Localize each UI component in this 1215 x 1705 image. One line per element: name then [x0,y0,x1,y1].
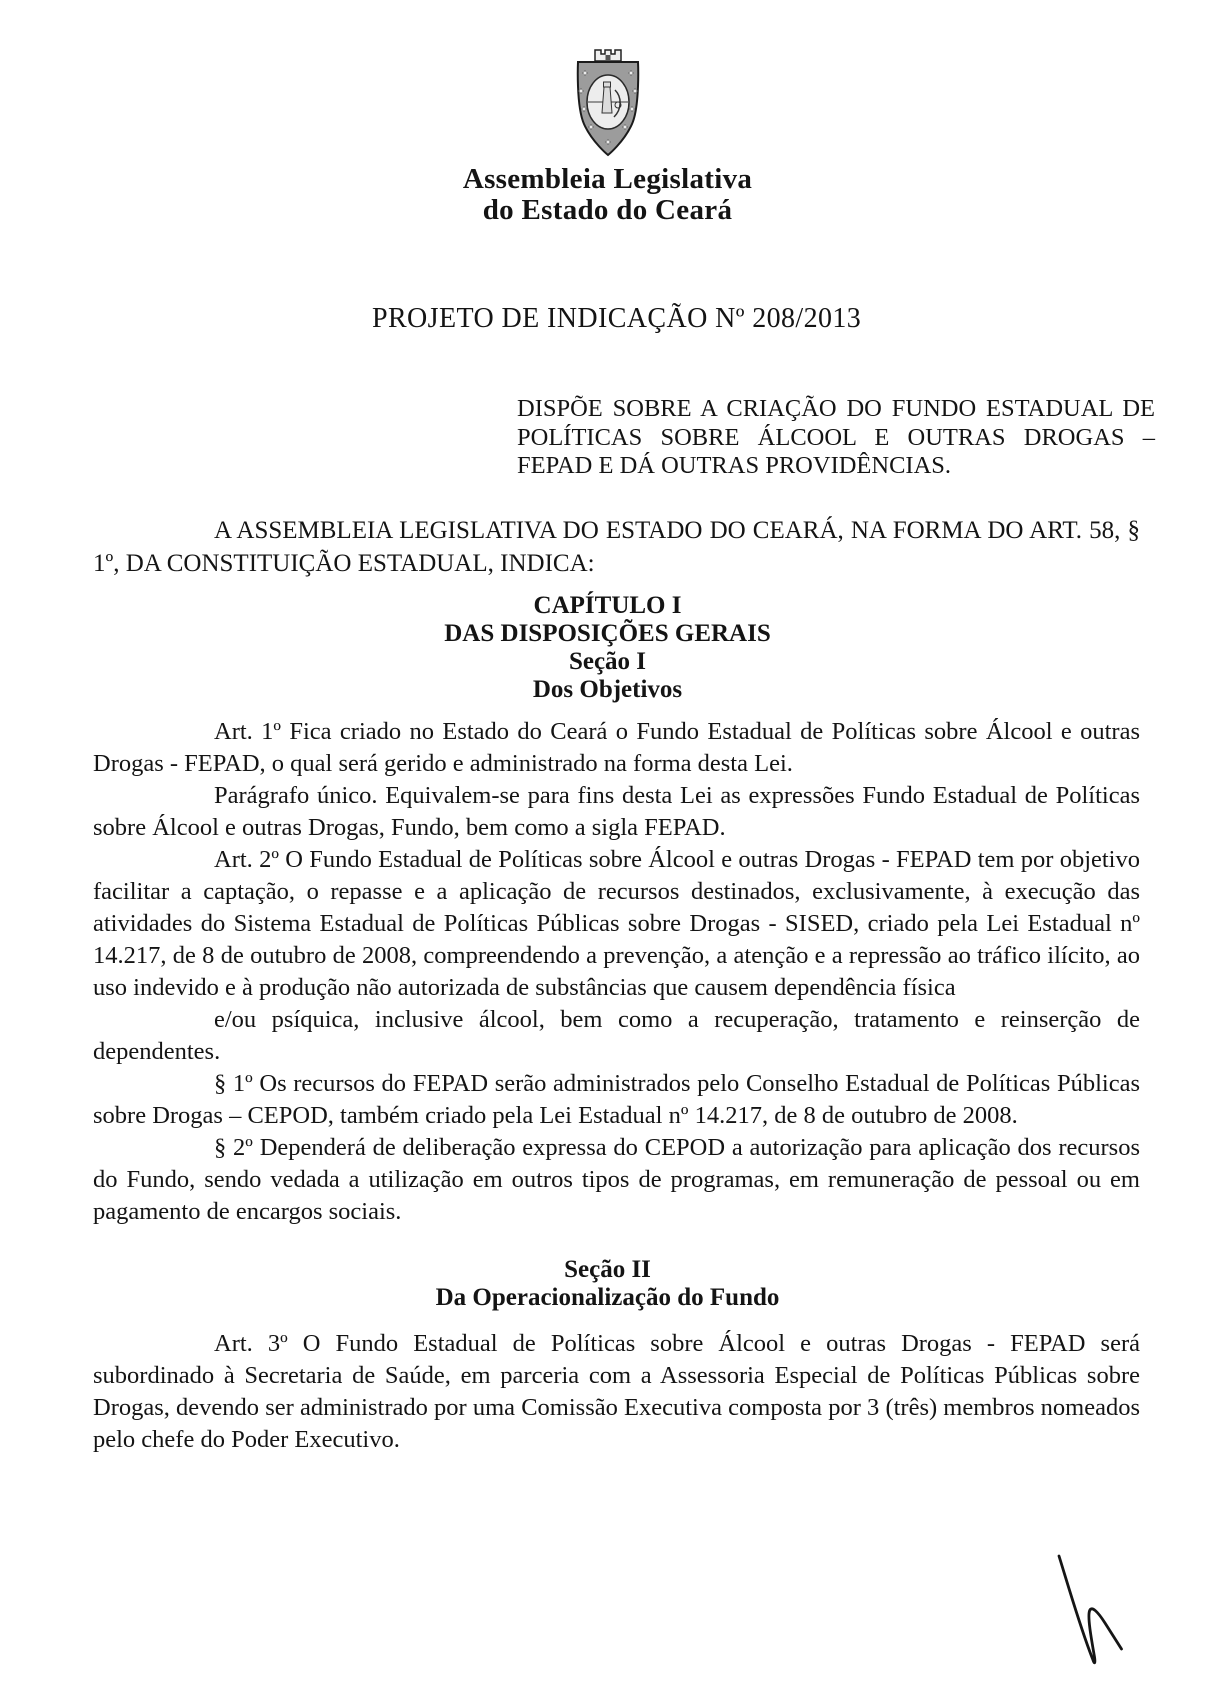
letterhead [0,0,1215,226]
preamble: A ASSEMBLEIA LEGISLATIVA DO ESTADO DO CEARÁ, NA FORMA DO ART. 58, § 1º, DA CONSTITUIÇÃO ESTADUAL, INDICA: [93,516,1140,577]
section1-body [0,716,1215,1228]
paragraph-art-2-par-2: § 2º Dependerá de deliberação expressa do CEPOD a autorização para aplicação dos recursos do Fundo, sendo vedada a utilização em outros tipos de programas, em remuneração de pessoal ou em pagamento de encargos sociais. [93,1133,1140,1225]
paragraph-paragrafo-unico: Parágrafo único. Equivalem-se para fins desta Lei as expressões Fundo Estadual de Políticas sobre Álcool e outras Drogas, Fundo, bem como a sigla FEPAD. [93,781,1140,841]
org-name-line1: Assembleia Legislativa [462,163,753,195]
section1-subtitle: Dos Objetivos [532,675,683,703]
paragraph-art-2-continuation: e/ou psíquica, inclusive álcool, bem como a recuperação, tratamento e reinserção de dependentes. [93,1005,1140,1065]
ceara-coat-of-arms-icon [568,45,648,159]
paragraph-art-3: Art. 3º O Fundo Estadual de Políticas sobre Álcool e outras Drogas - FEPAD será subordinado à Secretaria de Saúde, em parceria com a Assessoria Especial de Políticas Públicas sobre Drogas, devendo ser administrado por uma Comissão Executiva composta por 3 (três) membros nomeados pelo chefe do Poder Executivo. [93,1329,1140,1453]
section2-heading [0,1256,1215,1312]
section2-subtitle: Da Operacionalização do Fundo [435,1283,780,1311]
paragraph-art-2: Art. 2º O Fundo Estadual de Políticas sobre Álcool e outras Drogas - FEPAD tem por objetivo facilitar a captação, o repasse e a aplicação de recursos destinados, exclusivamente, à execução das atividades do Sistema Estadual de Políticas Públicas sobre Drogas - SISED, criado pela Lei Estadual nº 14.217, de 8 de outubro de 2008, compreendendo a prevenção, a atenção e a repressão ao tráfico ilícito, ao uso indevido e à produção não autorizada de substâncias que causem dependência física [93,845,1140,1001]
chapter1-subtitle: DAS DISPOSIÇÕES GERAIS [444,619,771,647]
epigraph: DISPÕE SOBRE A CRIAÇÃO DO FUNDO ESTADUAL DE POLÍTICAS SOBRE ÁLCOOL E OUTRAS DROGAS – FEPAD E DÁ OUTRAS PROVIDÊNCIAS. [517,395,1155,479]
org-name [0,164,1215,226]
paragraph-art-2-par-1: § 1º Os recursos do FEPAD serão administrados pelo Conselho Estadual de Políticas Públicas sobre Drogas – CEPOD, também criado pela Lei Estadual nº 14.217, de 8 de outubro de 2008. [93,1069,1140,1129]
chapter1-heading [0,592,1215,704]
section1-title: Seção I [568,647,647,675]
section2-body [0,1328,1215,1456]
section2-title: Seção II [564,1255,651,1283]
document-title: PROJETO DE INDICAÇÃO Nº 208/2013 [372,303,862,334]
org-name-line2: do Estado do Ceará [482,194,733,226]
handwritten-pen-stroke-mark [1036,1545,1136,1673]
chapter1-title: CAPÍTULO I [533,591,682,619]
paragraph-art-1: Art. 1º Fica criado no Estado do Ceará o Fundo Estadual de Políticas sobre Álcool e outras Drogas - FEPAD, o qual será gerido e administrado na forma desta Lei. [93,717,1140,777]
